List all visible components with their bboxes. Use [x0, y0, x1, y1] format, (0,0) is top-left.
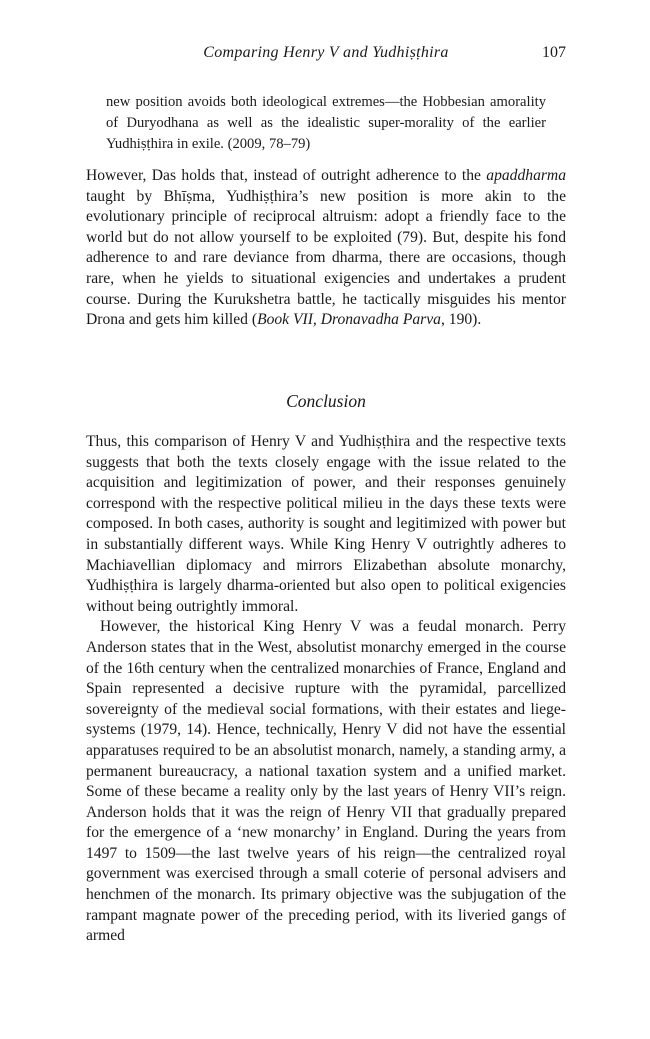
running-title: Comparing Henry V and Yudhiṣṭhira: [203, 44, 449, 61]
paragraph-comparison: Thus, this comparison of Henry V and Yudhiṣṭhira and the respective texts suggests that both the texts closely engage with the issue related to the acquisition and legitimization of power, and their responses genuinely correspond with the respective political milieu in the days these texts were composed. In both cases, authority is sought and legitimized with power but in substantially different ways. While King Henry V outrightly adheres to Machiavellian diplomacy and mirrors Elizabethan absolute monarchy, Yudhiṣṭhira is largely dharma-oriented but also open to political exigencies without being outrightly immoral.: [86, 433, 566, 615]
book-reference: Book VII, Dronavadha Parva: [257, 311, 441, 329]
paragraph-das-text-2: taught by Bhīṣma, Yudhiṣṭhira’s new position is more akin to the evolutionary principle of reciprocal altruism: adopt a friendly face to the world but do not allow yourself to be exploited (79). But, despite his fond adherence to and rare deviance from dharma, there are occasions, though rare, when he yields to situational exigencies and undertakes a prudent course. During the Kurukshetra battle, he tactically misguides his mentor Drona and gets him killed (: [86, 187, 566, 329]
paragraph-das: [86, 166, 566, 331]
page-number: 107: [542, 44, 566, 61]
block-quote: new position avoids both ideological extremes—the Hobbesian amorality of Duryodhana as well as the idealistic super-morality of the earlier Yudhiṣṭhira in exile. (2009, 78–79): [106, 94, 546, 152]
paragraph-das-text-3: , 190).: [440, 311, 482, 329]
section-heading-conclusion: Conclusion: [286, 391, 366, 411]
paragraph-das-text-1: However, Das holds that, instead of outright adherence to the: [86, 167, 487, 184]
running-header: [86, 44, 566, 66]
conclusion-body: [86, 432, 566, 947]
apaddharma-term: apaddharma: [486, 167, 566, 184]
paragraph-historical-henry: However, the historical King Henry V was a feudal monarch. Perry Anderson states that in the West, absolutist monarchy emerged in the course of the 16th century when the centralized monarchies of France, England and Spain represented a decisive rupture with the pyramidal, parcellized sovereignty of the medieval social formations, with their estates and liege-systems (1979, 14). Hence, technically, Henry V did not have the essential apparatuses required to be an absolutist monarch, namely, a standing army, a permanent bureaucracy, a national taxation system and a unified market. Some of these became a reality only by the last years of Henry VII’s reign. Anderson holds that it was the reign of Henry VII that gradually prepared for the emergence of a ‘new monarchy’ in England. During the years from 1497 to 1509—the last twelve years of his reign—the centralized royal government was exercised through a small coterie of personal advisers and henchmen of the monarch. Its primary objective was the subjugation of the rampant magnate power of the preceding period, with its liveried gangs of armed: [86, 618, 566, 945]
